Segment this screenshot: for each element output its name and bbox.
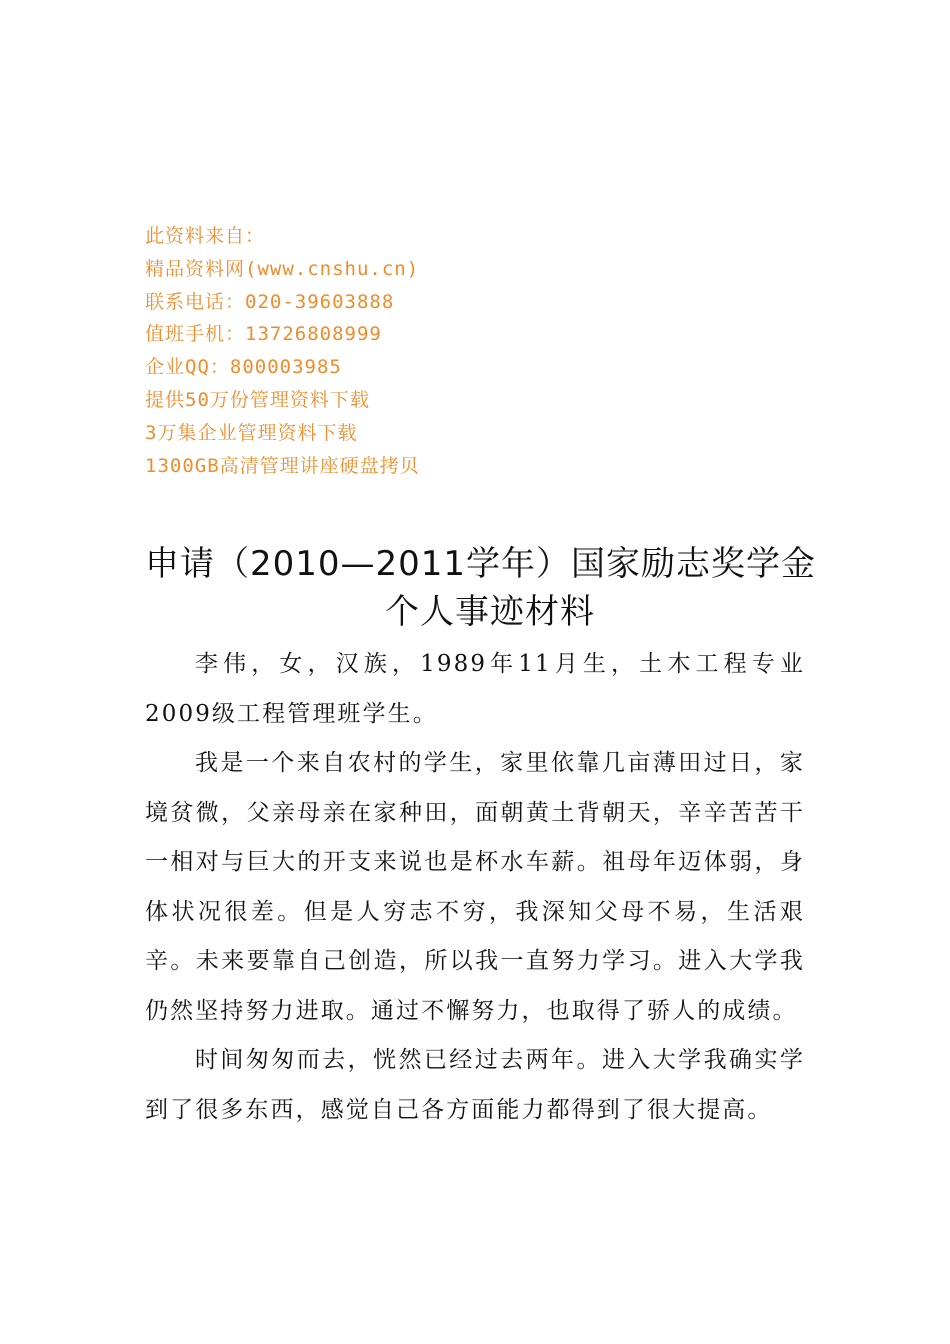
- source-line-phone: 联系电话：020-39603888: [145, 290, 395, 313]
- source-line-website: 精品资料网(www.cnshu.cn): [145, 257, 420, 280]
- title-line-2: 个人事迹材料: [385, 592, 595, 632]
- source-line-qq: 企业QQ：800003985: [145, 356, 342, 379]
- source-line-mobile: 值班手机：13726808999: [145, 323, 382, 346]
- title-line-1: 申请（2010—2011学年）国家励志奖学金: [145, 544, 817, 584]
- source-line-offer-2: 3万集企业管理资料下载: [145, 421, 358, 444]
- source-line-offer-3: 1300GB高清管理讲座硬盘拷贝: [145, 454, 420, 477]
- source-line-offer-1: 提供50万份管理资料下载: [145, 388, 370, 411]
- source-line-intro: 此资料来自：: [145, 225, 266, 247]
- paragraph-background: 我是一个来自农村的学生，家里依靠几亩薄田过日，家境贫微，父亲母亲在家种田，面朝黄土背朝天，辛辛苦苦干一相对与巨大的开支来说也是杯水车薪。祖母年迈体弱，身体状况很差。但是人穷志不穷，我深知父母不易，生活艰辛。未来要靠自己创造，所以我一直努力学习。进入大学我仍然坚持努力进取。通过不懈努力，也取得了骄人的成绩。: [145, 750, 805, 1024]
- paragraph-personal-info: 李伟，女，汉族，1989年11月生，土木工程专业2009级工程管理班学生。: [145, 651, 805, 727]
- document-title: [145, 540, 815, 636]
- paragraph-progress: 时间匆匆而去，恍然已经过去两年。进入大学我确实学到了很多东西，感觉自己各方面能力都得到了很大提高。: [145, 1047, 805, 1123]
- document-body: [145, 640, 805, 1135]
- source-info-block: [145, 220, 745, 482]
